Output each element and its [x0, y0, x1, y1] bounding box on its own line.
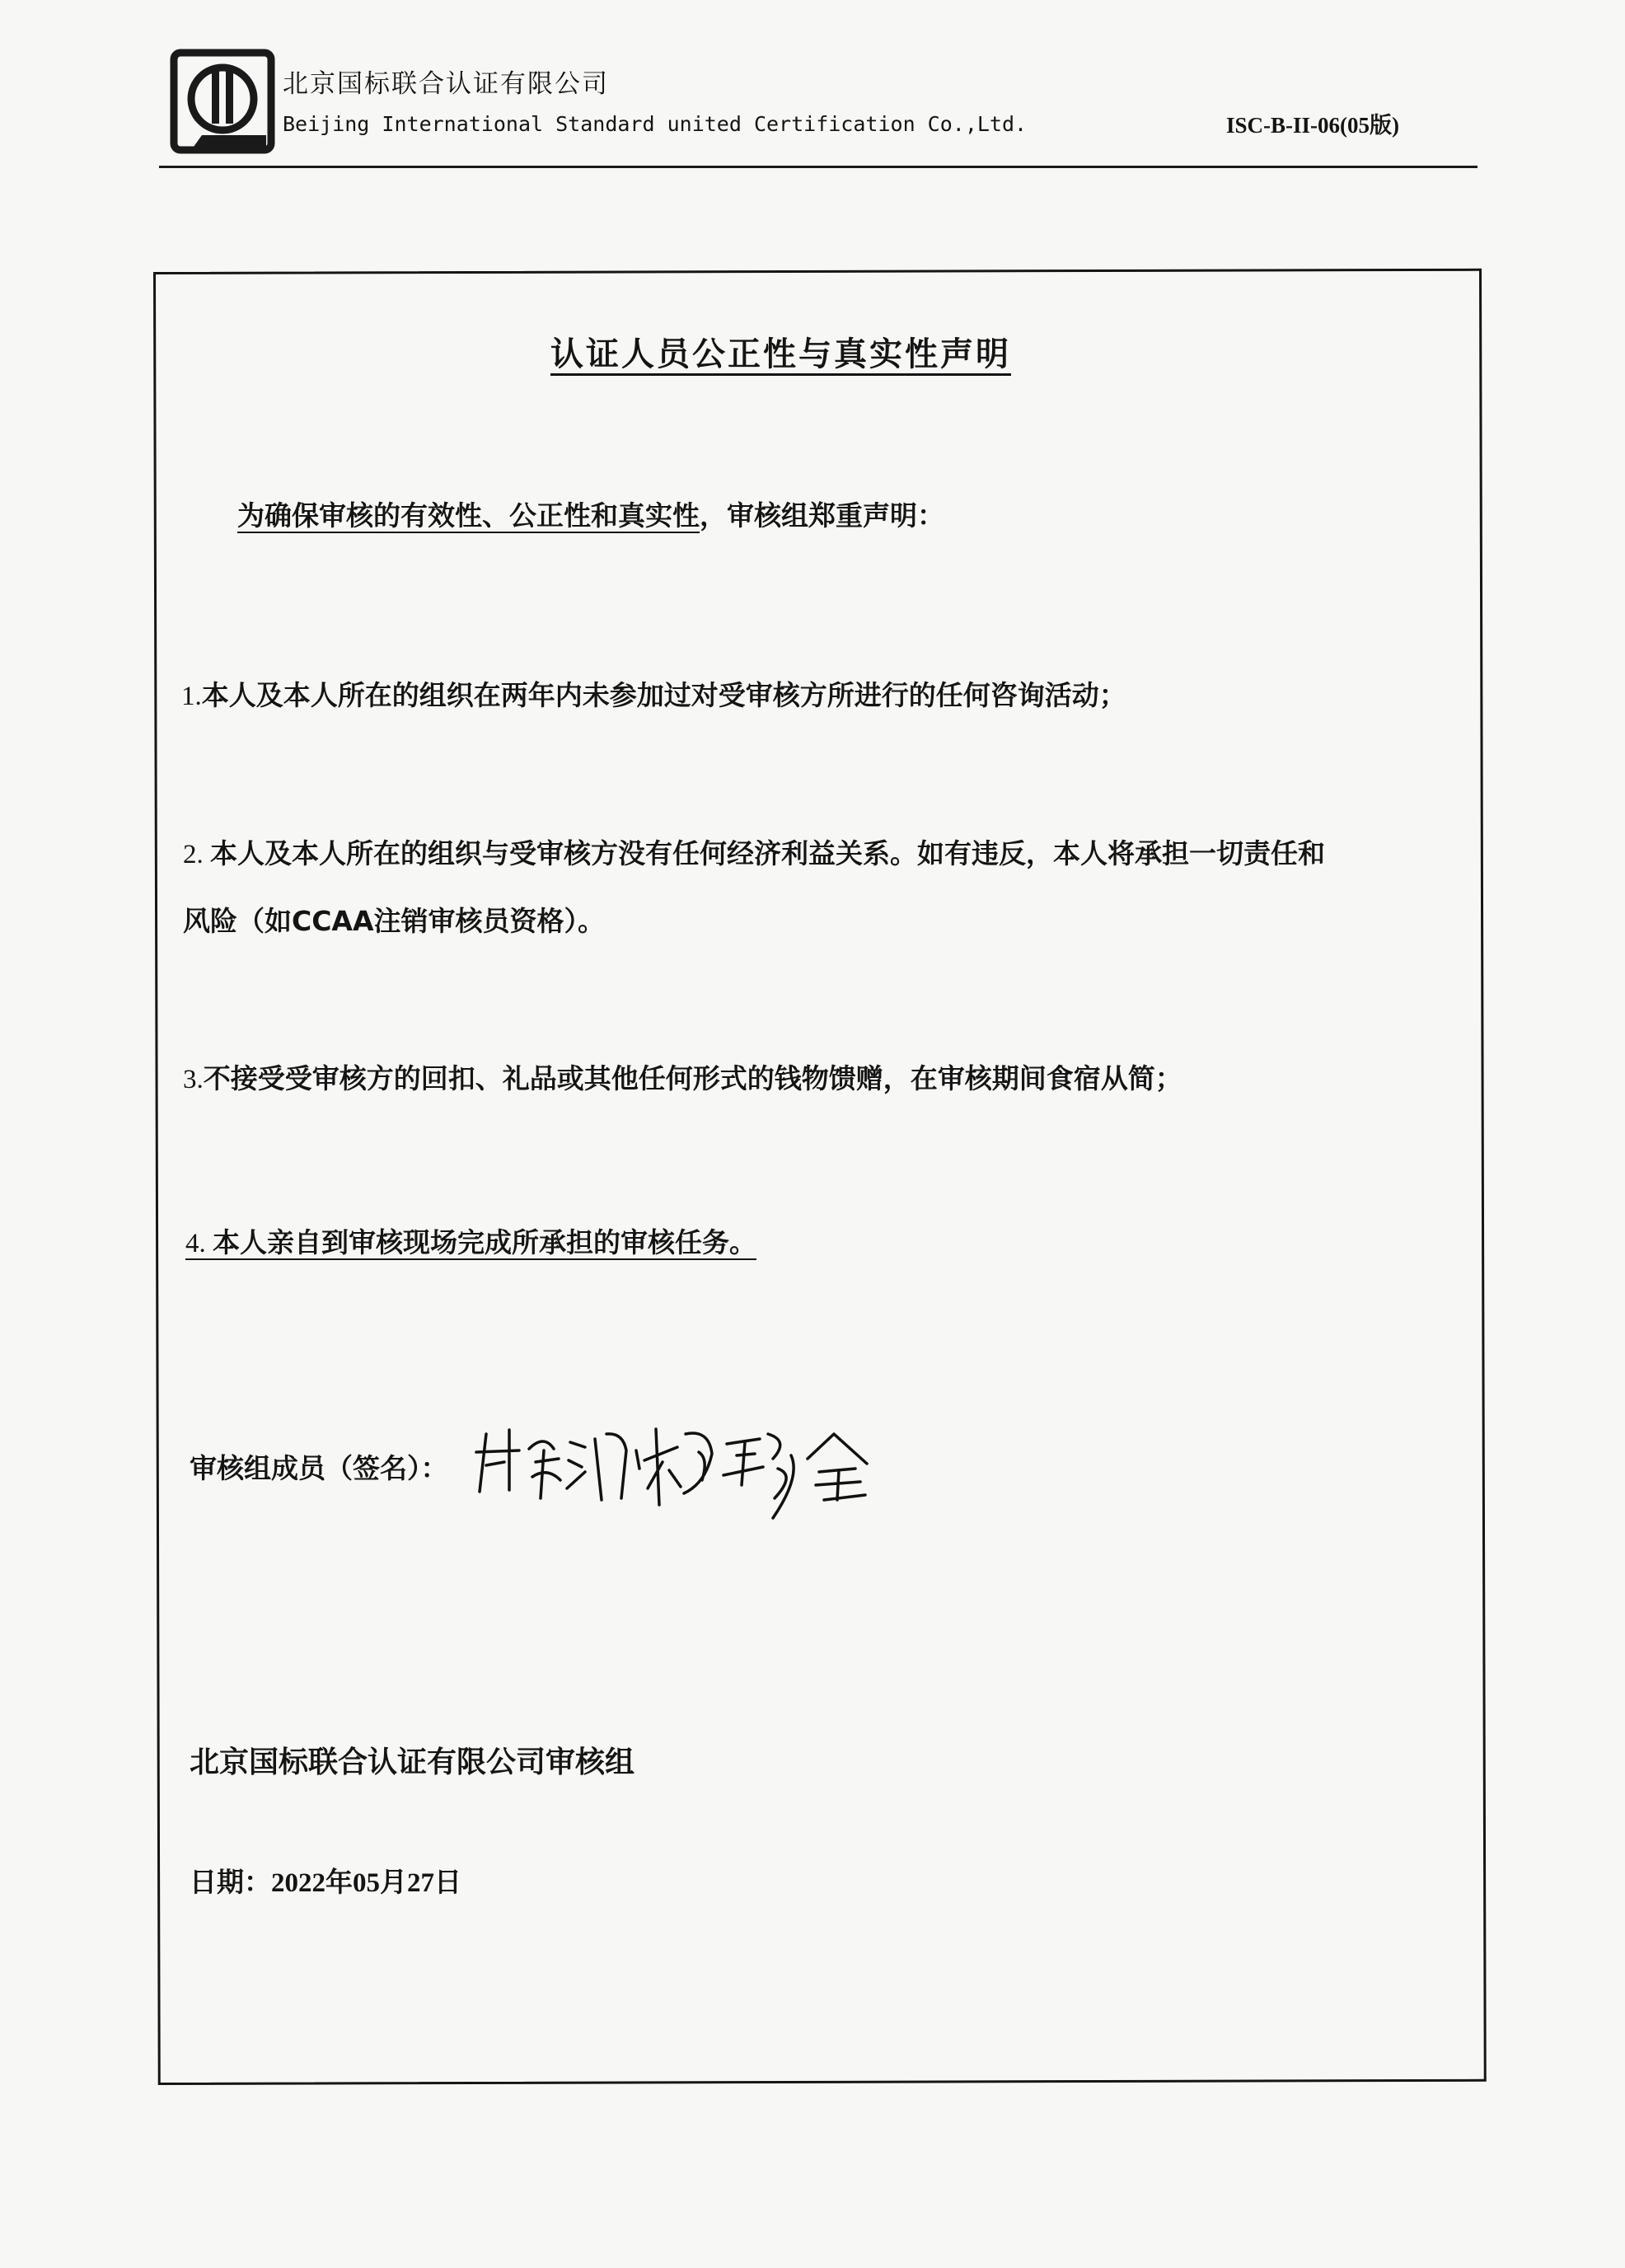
date-line	[190, 1861, 461, 1900]
date-day-unit: 日	[434, 1866, 461, 1898]
item-number: 1.	[181, 682, 202, 711]
declaration-item-2-continued: 风险（如CCAA注销审核员资格）。	[183, 905, 606, 937]
intro-paragraph	[237, 494, 944, 533]
company-name-cn: 北京国标联合认证有限公司	[283, 69, 609, 99]
handwritten-signature	[461, 1401, 890, 1525]
item-number: 4.	[185, 1229, 213, 1258]
item-number: 2.	[183, 840, 210, 869]
declaration-item-4	[185, 1221, 756, 1260]
declaration-item-1	[181, 674, 1126, 713]
company-logo-icon	[169, 48, 276, 155]
declaration-item-2	[183, 832, 1325, 871]
item-number: 3.	[183, 1065, 204, 1094]
date-year: 2022	[271, 1868, 325, 1898]
item-text: 不接受受审核方的回扣、礼品或其他任何形式的钱物馈赠，在审核期间食宿从简；	[203, 1062, 1182, 1094]
item-text: 本人亲自到审核现场完成所承担的审核任务。	[213, 1226, 756, 1258]
intro-rest: ，审核组郑重声明：	[700, 499, 944, 532]
date-year-unit: 年	[325, 1866, 353, 1898]
signature-label: 审核组成员（签名）：	[190, 1452, 448, 1484]
date-month: 05	[353, 1868, 380, 1898]
audit-team-organization: 北京国标联合认证有限公司审核组	[190, 1746, 635, 1779]
intro-underlined: 为确保审核的有效性、公正性和真实性	[237, 499, 700, 532]
declaration-frame	[153, 269, 1487, 2085]
date-month-unit: 月	[380, 1866, 407, 1898]
date-label: 日期：	[190, 1866, 271, 1898]
date-day: 27	[407, 1868, 434, 1898]
form-code: ISC-B-II-06(05版)	[1226, 113, 1400, 138]
item-text: 本人及本人所在的组织在两年内未参加过对受审核方所进行的任何咨询活动；	[201, 679, 1126, 711]
document-title: 认证人员公正性与真实性声明	[550, 335, 1011, 373]
declaration-item-3	[183, 1057, 1182, 1096]
company-name-en: Beijing International Standard united Certification Co.,Ltd.	[283, 112, 1028, 136]
item-text: 本人及本人所在的组织与受审核方没有任何经济利益关系。如有违反，本人将承担一切责任和	[210, 837, 1325, 869]
header-rule	[159, 166, 1477, 168]
